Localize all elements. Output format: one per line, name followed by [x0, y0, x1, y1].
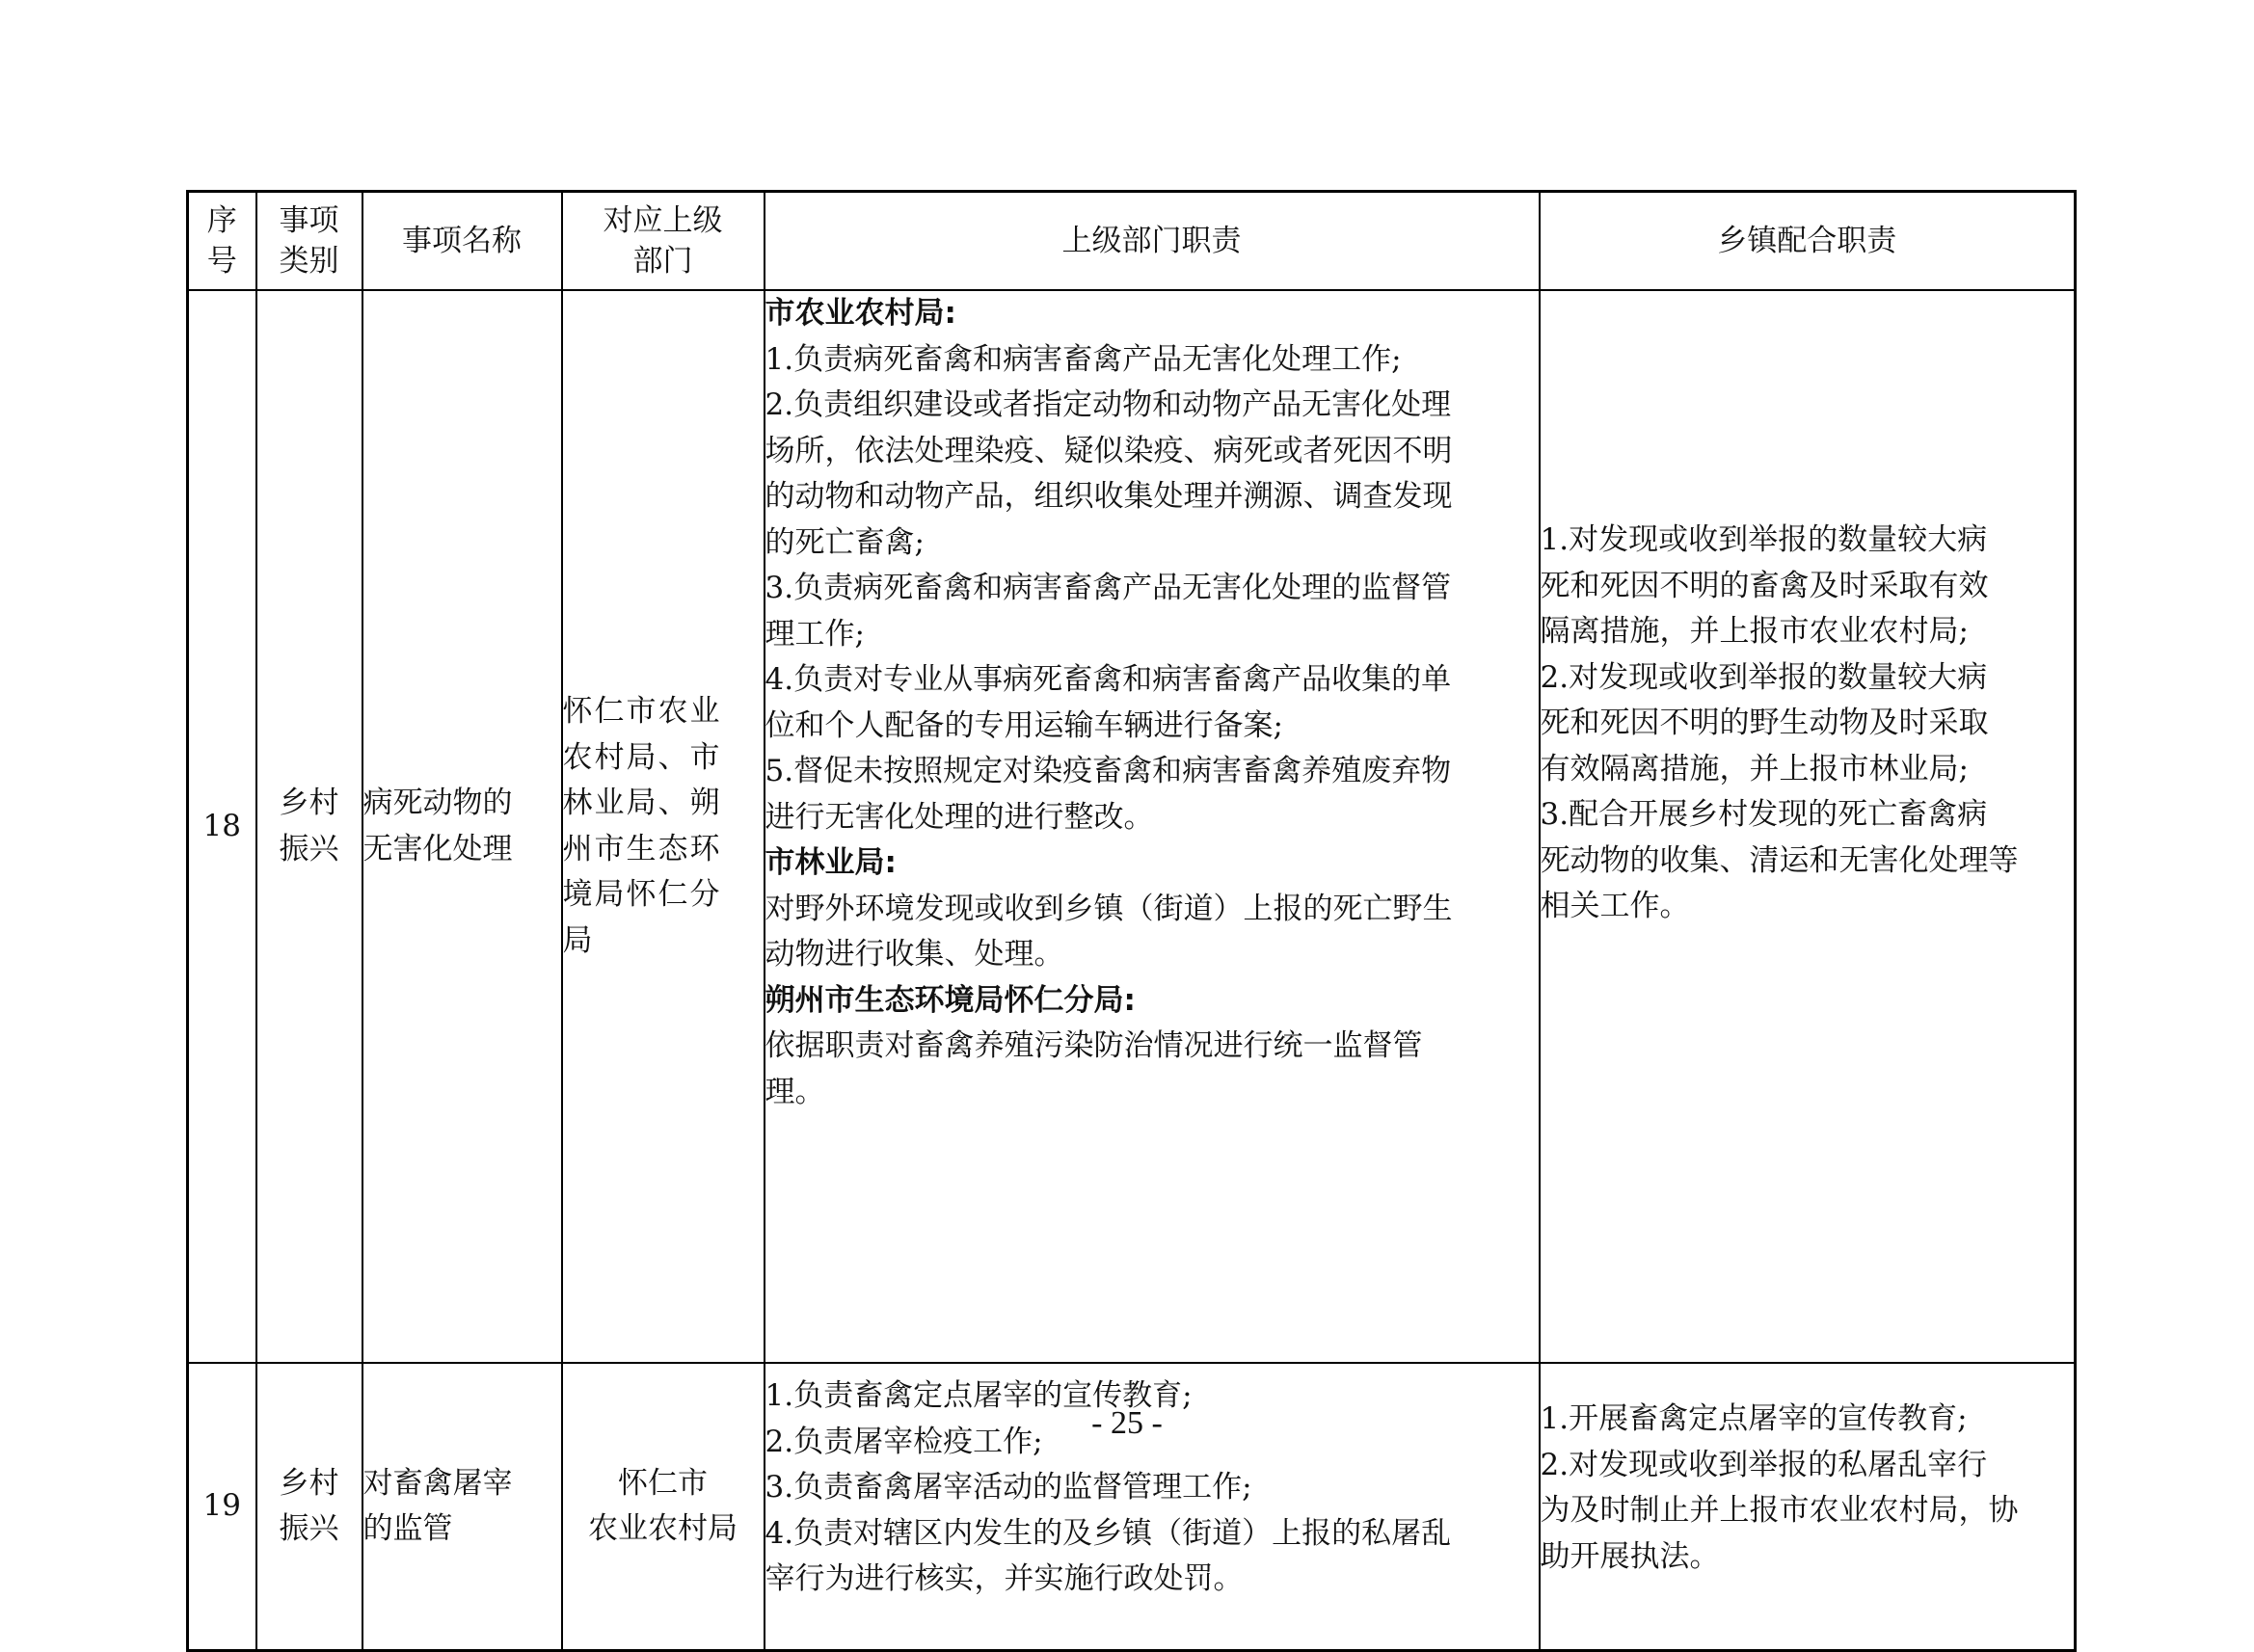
row-superior-duty: 市农业农村局: 1.负责病死畜禽和病害畜禽产品无害化处理工作; 2.负责组织建设或者指定动物和动物产品无害化处理 场所，依法处理染疫、疑似染疫、病死或者死因不明 的动物和动物产品，组织收集处理并溯源、调查发现 的死亡畜禽; 3.负责病死畜禽和病害畜禽产品无害化处理的监督管 理工作; 4.负责对专业从事病死畜禽和病害畜禽产品收集的单 位和个人配备的专用运输车辆进行备案; 5.督促未按照规定对染疫畜禽和病害畜禽养殖废弃物 进行无害化处理的进行整改。 市林业局: 对野外环境发现或收到乡镇（街道）上报的死亡野生 动物进行收集、处理。 朔州市生态环境局怀仁分局: 依据职责对畜禽养殖污染防治情况进行统一监督管 理。: [765, 290, 1540, 1363]
duty-dept-heading: 市林业局:: [765, 845, 897, 880]
row-seq: 18: [188, 290, 256, 1363]
row-town-duty: 1.对发现或收到举报的数量较大病 死和死因不明的畜禽及时采取有效 隔离措施，并上报市农业农村局; 2.对发现或收到举报的数量较大病 死和死因不明的野生动物及时采取 有效隔离措施，并上报市林业局; 3.配合开展乡村发现的死亡畜禽病 死动物的收集、清运和无害化处理等 相关工作。: [1540, 290, 2076, 1363]
header-seq: 序 号: [188, 192, 256, 291]
header-town-duty: 乡镇配合职责: [1540, 192, 2076, 291]
row-dept: 怀仁市农业 农村局、市 林业局、朔 州市生态环 境局怀仁分 局: [562, 290, 765, 1363]
header-dept: 对应上级 部门: [562, 192, 765, 291]
duty-dept-heading: 市农业农村局:: [765, 296, 956, 331]
header-category: 事项 类别: [256, 192, 362, 291]
table-header-row: [188, 192, 2076, 291]
row-superior-duty: 1.负责畜禽定点屠宰的宣传教育; 2.负责屠宰检疫工作; 3.负责畜禽屠宰活动的监督管理工作; 4.负责对辖区内发生的及乡镇（街道）上报的私屠乱 宰行为进行核实，并实施行政处罚。: [765, 1363, 1540, 1651]
row-item-name: 病死动物的 无害化处理: [362, 290, 562, 1363]
duty-dept-heading: 朔州市生态环境局怀仁分局:: [765, 982, 1136, 1018]
row-dept: 怀仁市 农业农村局: [562, 1363, 765, 1651]
row-category: 乡村 振兴: [256, 290, 362, 1363]
table-row: [188, 290, 2076, 1363]
row-category: 乡村 振兴: [256, 1363, 362, 1651]
page-number: - 25 -: [1091, 1405, 1163, 1441]
header-name: 事项名称: [362, 192, 562, 291]
row-seq: 19: [188, 1363, 256, 1651]
header-superior-duty: 上级部门职责: [765, 192, 1540, 291]
row-town-duty: 1.开展畜禽定点屠宰的宣传教育; 2.对发现或收到举报的私屠乱宰行 为及时制止并上报市农业农村局，协 助开展执法。: [1540, 1363, 2076, 1651]
row-item-name: 对畜禽屠宰 的监管: [362, 1363, 562, 1651]
